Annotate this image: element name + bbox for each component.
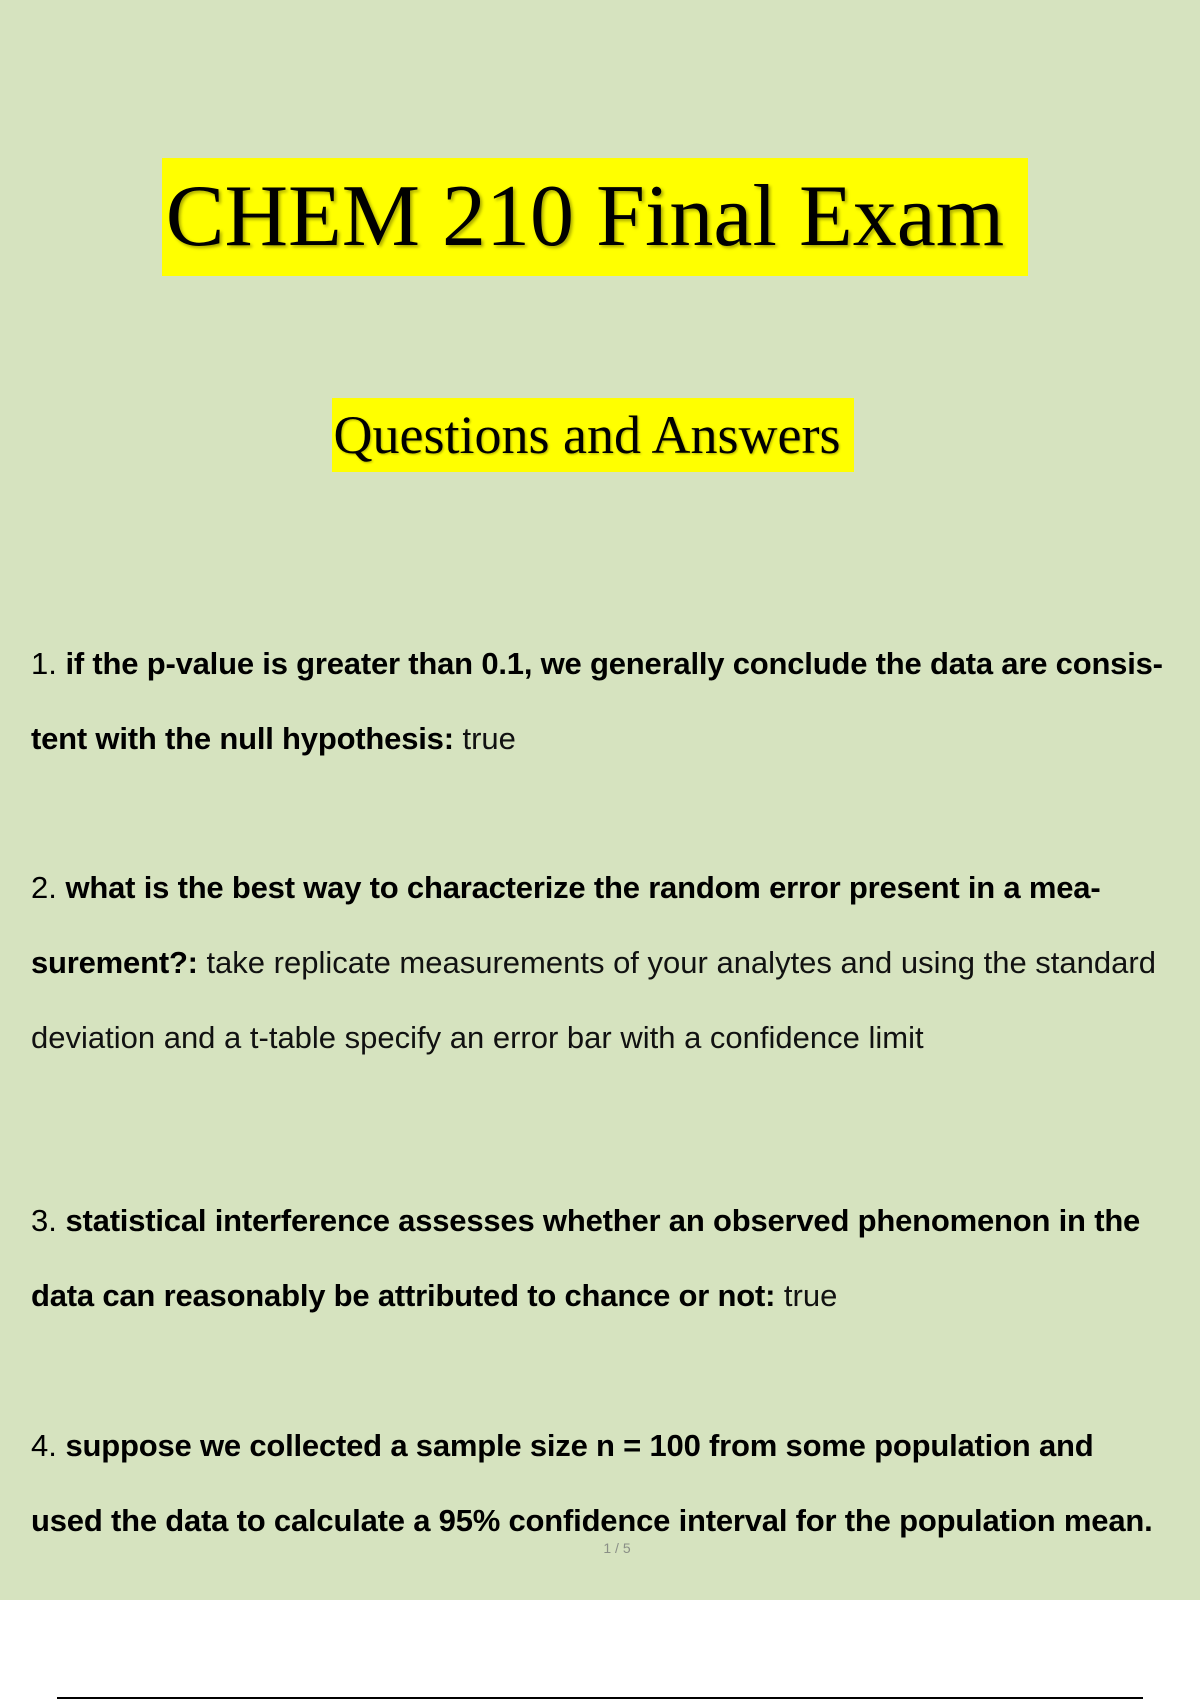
- question-number: 3.: [31, 1203, 57, 1238]
- answer-text: take replicate measurements of your analytes and using the standard: [206, 945, 1156, 980]
- question-text: if the p-value is greater than 0.1, we generally conclude the data are consis-: [65, 646, 1163, 681]
- page-subtitle: Questions and Answers: [332, 398, 855, 472]
- question-item-3: [31, 1183, 1200, 1333]
- question-line: [31, 1183, 1200, 1258]
- question-line: [31, 1258, 1200, 1333]
- question-text: surement?:: [31, 945, 198, 980]
- question-number: 4.: [31, 1428, 57, 1463]
- question-text: what is the best way to characterize the random error present in a mea-: [65, 870, 1101, 905]
- question-line: [31, 850, 1200, 925]
- title-container: [0, 158, 1200, 276]
- answer-text: deviation and a t-table specify an error bar with a confidence limit: [31, 1020, 924, 1055]
- question-text: tent with the null hypothesis:: [31, 721, 454, 756]
- answer-line: [31, 1000, 1200, 1075]
- question-line: [31, 626, 1200, 701]
- answer-text: true: [783, 1278, 838, 1313]
- subtitle-container: [0, 398, 1200, 472]
- page-title: CHEM 210 Final Exam: [162, 158, 1028, 276]
- footer-divider: [57, 1697, 1143, 1699]
- question-line: [31, 925, 1200, 1000]
- question-line: [31, 701, 1200, 776]
- question-text: data can reasonably be attributed to chance or not:: [31, 1278, 776, 1313]
- question-number: 1.: [31, 646, 57, 681]
- page-number-indicator: 1 / 5: [603, 1540, 631, 1556]
- question-item-4: [31, 1408, 1200, 1558]
- question-line: [31, 1408, 1200, 1483]
- question-text: statistical interference assesses whether an observed phenomenon in the: [65, 1203, 1141, 1238]
- question-text: suppose we collected a sample size n = 100 from some population and: [65, 1428, 1094, 1463]
- question-number: 2.: [31, 870, 57, 905]
- question-text: used the data to calculate a 95% confidence interval for the population mean.: [31, 1503, 1153, 1538]
- answer-text: true: [462, 721, 516, 756]
- question-item-1: [31, 626, 1200, 776]
- question-item-2: [31, 850, 1200, 1075]
